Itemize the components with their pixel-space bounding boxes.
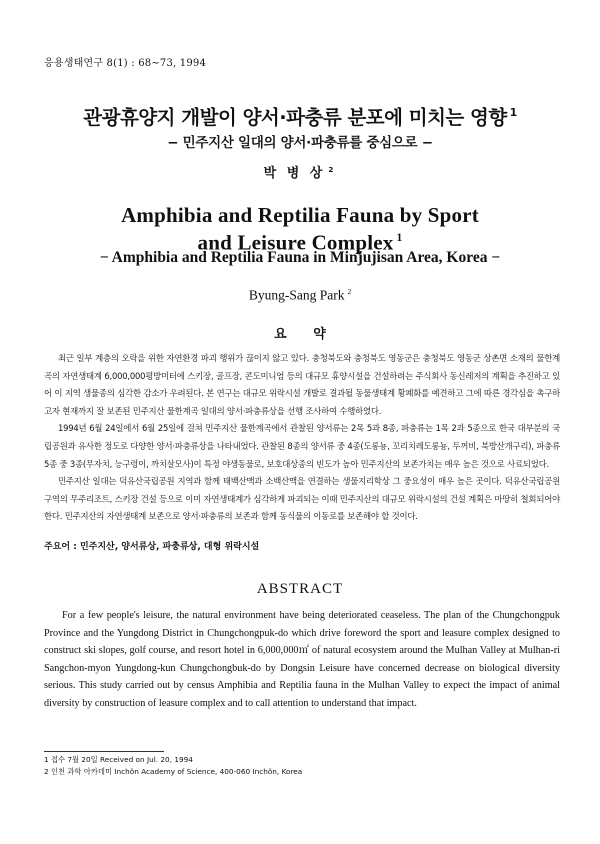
english-title: [0, 204, 600, 255]
korean-abstract-paragraph: 1994년 6월 24일에서 6월 25일에 걸쳐 민주지산 물한계곡에서 관찰된 양서류는 2목 5과 8종, 파충류는 1목 2과 5종으로 한국 대부분의 국립공원과 유사한 정도로 다양한 양서·파충류상을 나타내었다. 관찰된 8종의 양서류 중 4종(도롱뇽, 꼬리치레도롱뇽, 두꺼비, 북방산개구리), 파충류 5종 중 3종(무자치, 능구렁이, 까치살모사)이 특정 야생동물로, 보호대상종의 빈도가 높아 민주지산의 보존가치는 매우 높은 것으로 사료되었다.: [44, 423, 560, 469]
footnote-1: 1 접수 7월 20일 Received on Jul. 20, 1994: [44, 755, 193, 764]
korean-title: [0, 102, 600, 130]
korean-author-name: 박 병 상: [263, 166, 326, 181]
footnote-mark: 2: [328, 164, 337, 174]
keywords: 주요어 : 민주지산, 양서류상, 파충류상, 대형 위락시설: [44, 542, 260, 552]
english-subtitle: − Amphibia and Reptilia Fauna in Minjujisan Area, Korea −: [99, 249, 501, 266]
english-title-line1: Amphibia and Reptilia Fauna by Sport: [121, 203, 479, 227]
footnote-mark: 1: [396, 232, 403, 244]
korean-title-text: 관광휴양지 개발이 양서·파충류 분포에 미치는 영향: [83, 106, 507, 129]
korean-abstract-heading: 요 약: [274, 327, 326, 342]
footnote-mark: 2: [347, 287, 352, 296]
footnotes: [44, 754, 302, 778]
footnote-mark: 1: [509, 105, 517, 119]
korean-abstract: [44, 350, 560, 526]
footnote-divider: [44, 751, 164, 752]
footnote-2: 2 인천 과학 아카데미 Inchŏn Academy of Science, 400-060 Inchŏn, Korea: [44, 767, 303, 776]
korean-subtitle: − 민주지산 일대의 양서·파충류를 중심으로 −: [167, 135, 433, 151]
journal-citation: 응용생태연구 8(1) : 68∼73, 1994: [44, 58, 207, 69]
english-author-name: Byung-Sang Park: [248, 287, 345, 303]
korean-abstract-paragraph: 민주지산 일대는 덕유산국립공원 지역과 함께 태백산맥과 소백산맥을 연결하는 생물지리학상 그 중요성이 매우 높은 곳이다. 덕유산국립공원 구역의 무주리조트, 스키장 건설 등으로 이미 자연생태계가 심각하게 파괴되는 이때 민주지산의 대규모 위락시설의 건설 계획은 마땅히 철회되어야 한다. 민주지산의 자연생태계 보존으로 양서·파충류의 보존과 함께 동식물의 이동로를 보존해야 할 것이다.: [44, 476, 560, 522]
english-author: [0, 287, 600, 304]
abstract-heading: ABSTRACT: [256, 581, 344, 597]
english-title-line2-text: and Leisure Complex: [197, 230, 394, 255]
korean-author: [0, 162, 600, 181]
korean-abstract-paragraph: 최근 일부 계층의 오락을 위한 자연환경 파괴 행위가 끊이지 않고 있다. 충청북도와 충청북도 영동군은 충청북도 영동군 상촌면 소재의 물한계곡의 자연생태계 6,000,000평방미터에 스키장, 골프장, 콘도미니엄 등의 대규모 휴양시설을 건설하려는 주식회사 동신레저의 계획을 추진하고 있어 이 지역 생물종의 심각한 감소가 우려된다. 본 연구는 대규모 위락시설 개발로 결과될 동물생태계 황폐화를 예견하고 그에 따른 경각심을 촉구하고자 현재까지 잘 보존된 민주지산 물한계곡 일대의 양서·파충류상을 선행 조사하여 수행하였다.: [44, 353, 560, 416]
english-abstract: [44, 607, 560, 713]
english-abstract-paragraph: For a few people's leisure, the natural environment have being deteriorated ceaseless. The plan of the Chungchongpuk Province and the Yungdong District in Chungchongpuk-do which drive foreword the sport and leasure complex designed to construct ski slopes, golf course, and resort hotel in 6,000,000㎡ of natural ecosystem around the Mulhan Valley at Mulhan-ri Sangchon-myon Yungdong-kun Chungchongbuk-do by Dongsin Leisure have concerned decrease on biological diversity serious. This study carried out by census Amphibia and Reptilia fauna in the Mulhan Valley to expect the impact of animal diversity by construction of leasure complex and to call attention to understand that impact.: [44, 610, 560, 709]
